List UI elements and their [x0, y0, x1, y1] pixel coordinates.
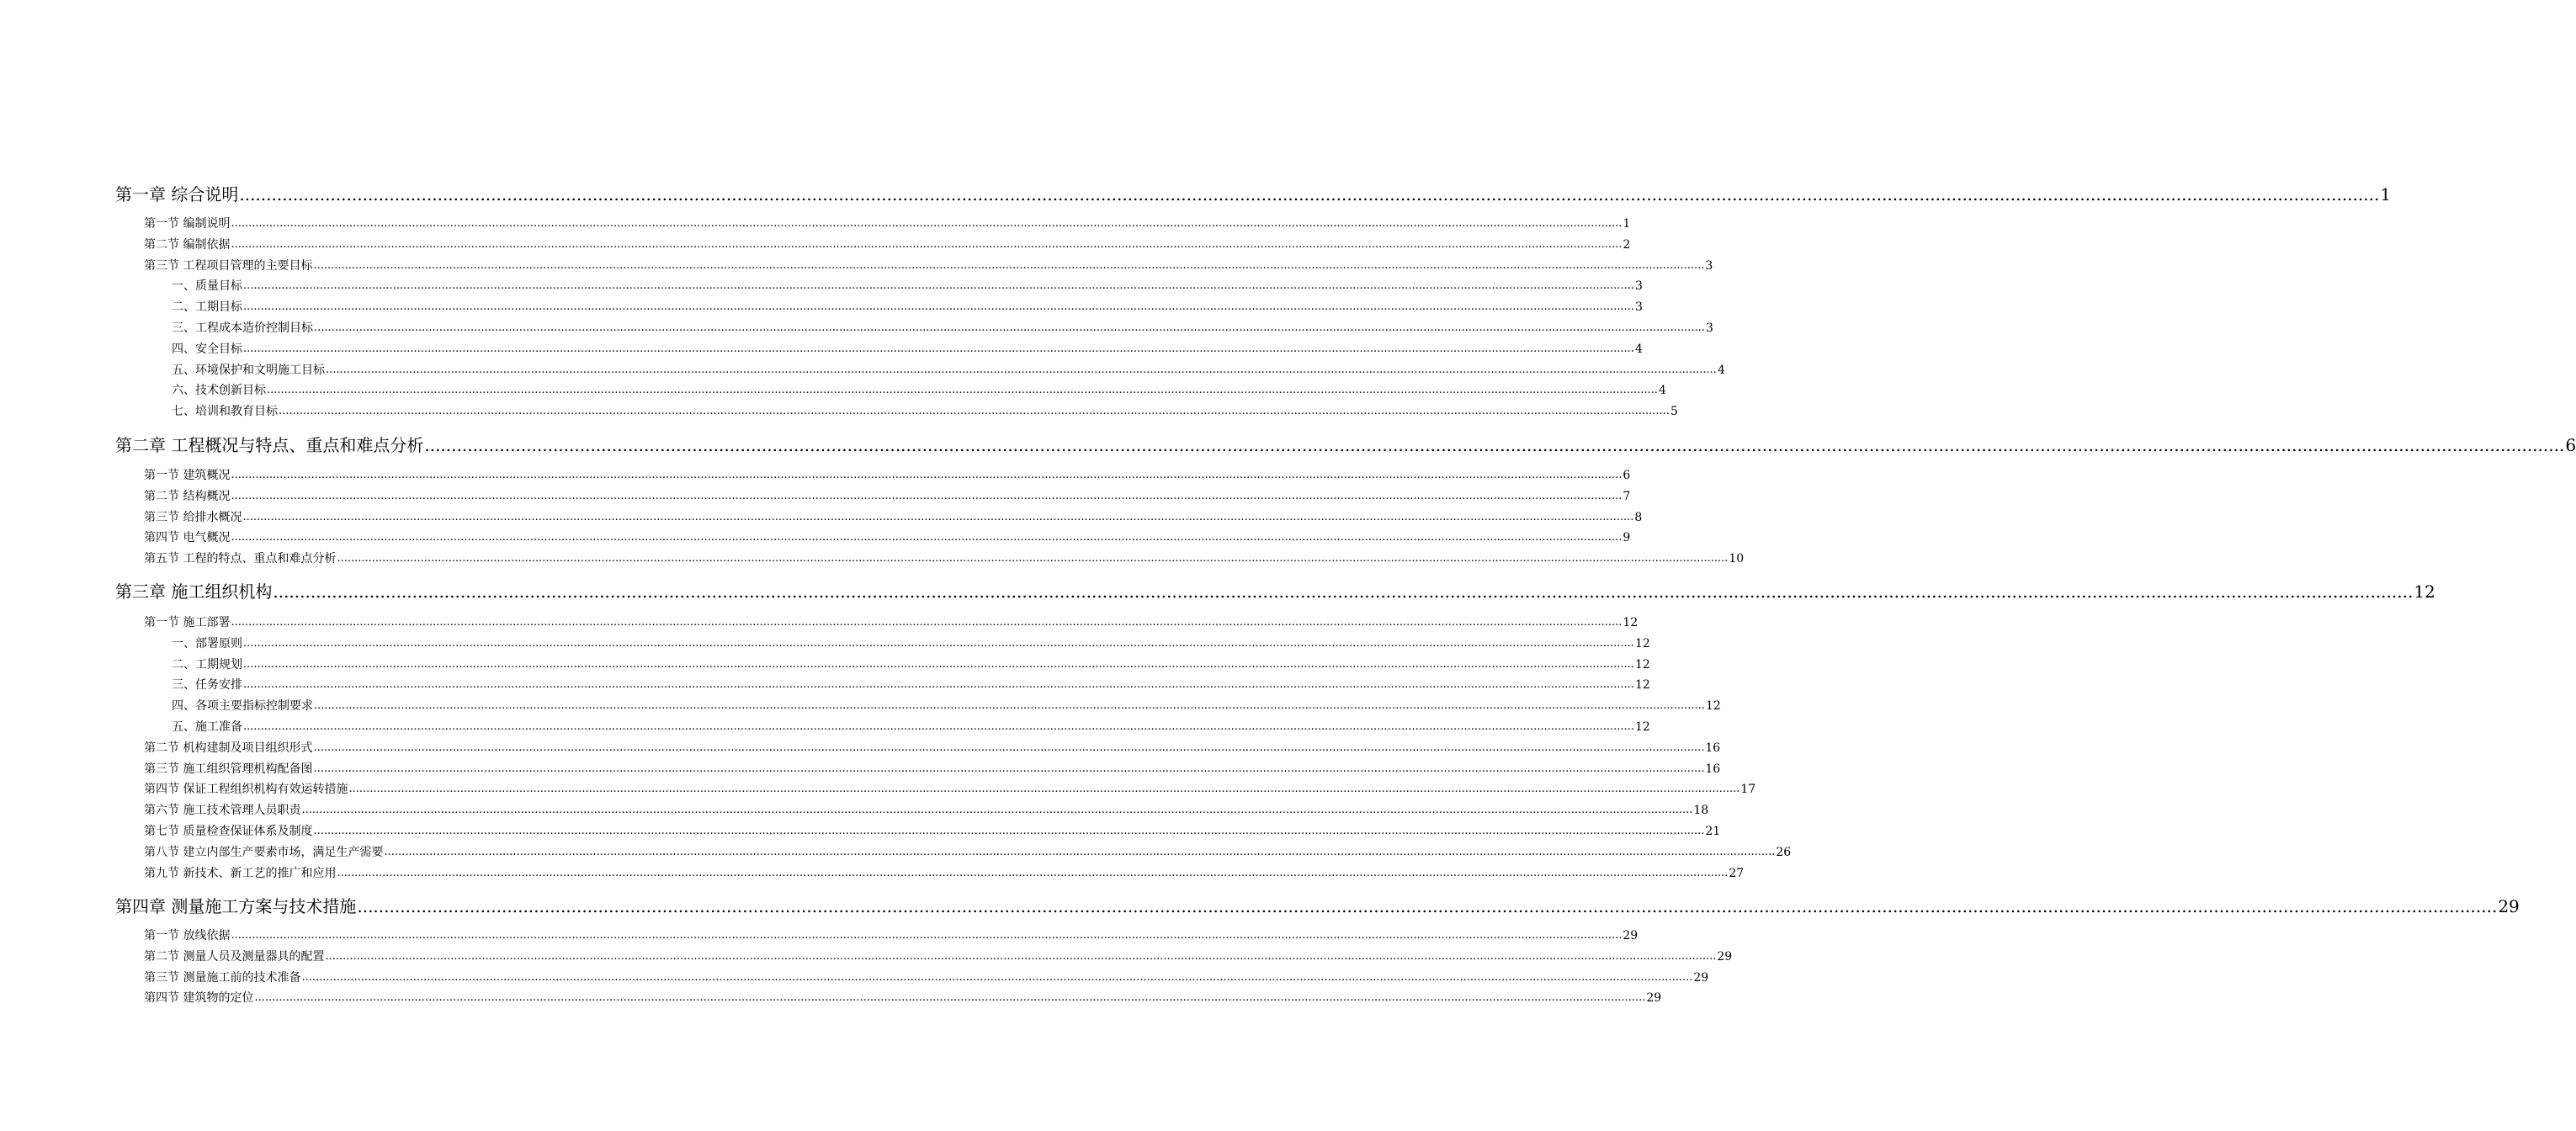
dot-leader: ................................................................................................................................................................................................................................................................................................................................................................................................................	[231, 217, 1623, 230]
toc-subsection[interactable]	[172, 278, 1643, 295]
toc-subsection[interactable]	[172, 719, 1650, 735]
toc-section-title: 第二节 编制依据	[144, 237, 231, 252]
toc-chapter[interactable]	[115, 433, 2576, 457]
toc-subsection[interactable]	[172, 362, 1725, 379]
toc-subsection-title: 二、工期规划	[172, 657, 242, 672]
dot-leader: ................................................................................................................................................................................................................................................................................................................................................................................................................	[313, 258, 1705, 272]
dot-leader: ................................................................................................................................................................................................................................................................................................................................................................................................................	[231, 616, 1623, 629]
toc-section[interactable]	[144, 614, 1639, 631]
toc-section-title: 第四节 保证工程组织机构有效运转措施	[144, 783, 348, 797]
toc-subsection-page-number: 3	[1705, 321, 1713, 335]
toc-section-page-number: 29	[1646, 991, 1662, 1006]
dot-leader: ................................................................................................................................................................................................................................................................................................................................................................................................................	[231, 531, 1623, 544]
toc-subsection-page-number: 12	[1705, 699, 1721, 714]
toc-section-title: 第二节 机构建制及项目组织形式	[144, 741, 313, 755]
toc-section-title: 第九节 新技术、新工艺的推广和应用	[144, 866, 337, 880]
toc-subsection[interactable]	[172, 677, 1650, 693]
toc-section[interactable]	[144, 844, 1792, 861]
toc-section-page-number: 3	[1705, 258, 1713, 273]
toc-section[interactable]	[144, 865, 1745, 882]
toc-subsection[interactable]	[172, 299, 1643, 316]
toc-chapter-page-number: 29	[2498, 896, 2520, 916]
toc-section[interactable]	[144, 740, 1721, 757]
toc-section[interactable]	[144, 529, 1631, 546]
toc-subsection-page-number: 12	[1634, 720, 1650, 734]
toc-section[interactable]	[144, 467, 1631, 484]
toc-section-title: 第八节 建立内部生产要素市场，满足生产需要	[144, 845, 384, 859]
dot-leader: ................................................................................................................................................................................................................................................................................................................................................................................................................	[357, 896, 2498, 916]
toc-section-title: 第三节 施工组织管理机构配备图	[144, 762, 313, 776]
toc-section-page-number: 10	[1729, 552, 1745, 566]
toc-subsection[interactable]	[172, 656, 1650, 673]
toc-subsection-title: 七、培训和教育目标	[172, 405, 278, 419]
dot-leader: ................................................................................................................................................................................................................................................................................................................................................................................................................	[424, 435, 2565, 455]
toc-section[interactable]	[144, 969, 1709, 986]
toc-section-page-number: 2	[1623, 237, 1631, 252]
dot-leader: ................................................................................................................................................................................................................................................................................................................................................................................................................	[279, 405, 1670, 418]
dot-leader: ................................................................................................................................................................................................................................................................................................................................................................................................................	[301, 804, 1693, 817]
toc-section[interactable]	[144, 823, 1721, 840]
dot-leader: ................................................................................................................................................................................................................................................................................................................................................................................................................	[239, 184, 2380, 204]
toc-section[interactable]	[144, 236, 1631, 253]
toc-subsection[interactable]	[172, 635, 1650, 652]
toc-section[interactable]	[144, 927, 1639, 944]
toc-section[interactable]	[144, 488, 1631, 505]
toc-subsection-title: 三、工程成本造价控制目标	[172, 321, 313, 335]
toc-section-page-number: 21	[1705, 825, 1721, 838]
toc-subsection[interactable]	[172, 341, 1643, 358]
toc-chapter-title: 第二章 工程概况与特点、重点和难点分析	[115, 435, 424, 455]
dot-leader: ................................................................................................................................................................................................................................................................................................................................................................................................................	[243, 300, 1634, 314]
toc-subsection-page-number: 5	[1670, 405, 1678, 419]
dot-leader: ................................................................................................................................................................................................................................................................................................................................................................................................................	[242, 510, 1634, 523]
toc-section-page-number: 29	[1693, 970, 1709, 985]
toc-section-page-number: 1	[1623, 217, 1631, 231]
dot-leader: ................................................................................................................................................................................................................................................................................................................................................................................................................	[243, 279, 1634, 293]
toc-subsection-title: 四、安全目标	[172, 342, 242, 356]
dot-leader: ................................................................................................................................................................................................................................................................................................................................................................................................................	[337, 552, 1729, 566]
toc-section[interactable]	[144, 802, 1709, 819]
toc-subsection-title: 一、质量目标	[172, 279, 242, 294]
toc-section-title: 第四节 建筑物的定位	[144, 991, 254, 1006]
dot-leader: ................................................................................................................................................................................................................................................................................................................................................................................................................	[273, 581, 2414, 602]
toc-section-page-number: 17	[1740, 783, 1756, 797]
toc-section-page-number: 8	[1634, 510, 1643, 524]
toc-subsection-page-number: 12	[1634, 636, 1650, 650]
dot-leader: ................................................................................................................................................................................................................................................................................................................................................................................................................	[243, 720, 1634, 733]
dot-leader: ................................................................................................................................................................................................................................................................................................................................................................................................................	[231, 929, 1623, 942]
toc-subsection-title: 一、部署原则	[172, 636, 242, 650]
dot-leader: ................................................................................................................................................................................................................................................................................................................................................................................................................	[231, 237, 1623, 251]
toc-section-title: 第三节 给排水概况	[144, 510, 242, 524]
toc-chapter-title: 第一章 综合说明	[115, 184, 239, 204]
dot-leader: ................................................................................................................................................................................................................................................................................................................................................................................................................	[314, 321, 1705, 334]
toc-subsection-page-number: 4	[1658, 384, 1666, 398]
toc-subsection[interactable]	[172, 382, 1666, 399]
toc-section-page-number: 29	[1717, 949, 1733, 964]
toc-subsection-page-number: 12	[1634, 678, 1650, 693]
toc-section[interactable]	[144, 215, 1631, 232]
toc-section[interactable]	[144, 550, 1745, 567]
dot-leader: ................................................................................................................................................................................................................................................................................................................................................................................................................	[243, 657, 1634, 671]
toc-chapter-title: 第三章 施工组织机构	[115, 581, 273, 602]
dot-leader: ................................................................................................................................................................................................................................................................................................................................................................................................................	[313, 825, 1705, 837]
toc-chapter[interactable]	[115, 183, 2392, 206]
dot-leader: ................................................................................................................................................................................................................................................................................................................................................................................................................	[267, 384, 1658, 397]
dot-leader: ................................................................................................................................................................................................................................................................................................................................................................................................................	[243, 342, 1634, 355]
toc-section-title: 第一节 编制说明	[144, 217, 231, 231]
toc-section-title: 第七节 质量检查保证体系及制度	[144, 825, 313, 838]
toc-chapter[interactable]	[115, 580, 2435, 603]
toc-section-page-number: 9	[1623, 531, 1631, 545]
toc-section-title: 第一节 建筑概况	[144, 469, 231, 482]
dot-leader: ................................................................................................................................................................................................................................................................................................................................................................................................................	[243, 636, 1634, 650]
toc-chapter-title: 第四章 测量施工方案与技术措施	[115, 896, 357, 916]
toc-section-title: 第六节 施工技术管理人员职责	[144, 804, 301, 818]
dot-leader: ................................................................................................................................................................................................................................................................................................................................................................................................................	[301, 970, 1693, 984]
toc-subsection-title: 五、施工准备	[172, 720, 242, 734]
toc-section-page-number: 6	[1623, 469, 1631, 482]
toc-section[interactable]	[144, 990, 1662, 1006]
toc-section-title: 第三节 测量施工前的技术准备	[144, 970, 301, 985]
toc-section[interactable]	[144, 258, 1713, 274]
toc-subsection-page-number: 4	[1634, 342, 1643, 356]
dot-leader: ................................................................................................................................................................................................................................................................................................................................................................................................................	[326, 363, 1717, 376]
toc-chapter-page-number: 12	[2414, 581, 2435, 602]
toc-section[interactable]	[144, 509, 1643, 526]
toc-subsection-page-number: 4	[1717, 363, 1725, 377]
toc-subsection-title: 五、环境保护和文明施工目标	[172, 363, 325, 377]
toc-chapter[interactable]	[115, 895, 2520, 918]
toc-section-title: 第一节 施工部署	[144, 616, 231, 629]
toc-section-title: 第一节 放线依据	[144, 929, 231, 942]
dot-leader: ................................................................................................................................................................................................................................................................................................................................................................................................................	[243, 678, 1634, 692]
toc-subsection-title: 三、任务安排	[172, 678, 242, 693]
dot-leader: ................................................................................................................................................................................................................................................................................................................................................................................................................	[337, 866, 1729, 879]
toc-subsection-page-number: 3	[1634, 279, 1643, 294]
toc-section-page-number: 16	[1705, 762, 1721, 776]
toc-section-title: 第三节 工程项目管理的主要目标	[144, 258, 313, 273]
dot-leader: ................................................................................................................................................................................................................................................................................................................................................................................................................	[313, 762, 1705, 775]
toc-section[interactable]	[144, 781, 1756, 798]
toc-section-title: 第四节 电气概况	[144, 531, 231, 545]
toc-chapter-page-number: 6	[2565, 435, 2576, 455]
toc-subsection-page-number: 12	[1634, 657, 1650, 672]
toc-section[interactable]	[144, 761, 1721, 778]
toc-section-page-number: 27	[1729, 866, 1745, 880]
toc-subsection[interactable]	[172, 698, 1721, 714]
toc-section-title: 第五节 工程的特点、重点和难点分析	[144, 552, 337, 566]
toc-section-title: 第二节 结构概况	[144, 489, 231, 503]
toc-section-page-number: 29	[1623, 929, 1639, 942]
dot-leader: ................................................................................................................................................................................................................................................................................................................................................................................................................	[254, 991, 1646, 1005]
toc-section[interactable]	[144, 948, 1733, 965]
toc-subsection[interactable]	[172, 320, 1713, 337]
toc-section-title: 第二节 测量人员及测量器具的配置	[144, 949, 325, 964]
toc-chapter-page-number: 1	[2380, 184, 2392, 204]
dot-leader: ................................................................................................................................................................................................................................................................................................................................................................................................................	[231, 469, 1623, 481]
toc-subsection-title: 四、各项主要指标控制要求	[172, 699, 313, 714]
dot-leader: ................................................................................................................................................................................................................................................................................................................................................................................................................	[325, 949, 1717, 963]
dot-leader: ................................................................................................................................................................................................................................................................................................................................................................................................................	[231, 489, 1623, 502]
dot-leader: ................................................................................................................................................................................................................................................................................................................................................................................................................	[314, 699, 1705, 713]
dot-leader: ................................................................................................................................................................................................................................................................................................................................................................................................................	[313, 741, 1705, 754]
toc-section-page-number: 26	[1776, 845, 1792, 859]
toc-section-page-number: 12	[1623, 616, 1639, 629]
toc-subsection-title: 六、技术创新目标	[172, 384, 266, 398]
toc-section-page-number: 18	[1693, 804, 1709, 818]
toc-subsection-page-number: 3	[1634, 300, 1643, 315]
dot-leader: ................................................................................................................................................................................................................................................................................................................................................................................................................	[384, 845, 1776, 858]
toc-section-page-number: 7	[1623, 489, 1631, 503]
dot-leader: ................................................................................................................................................................................................................................................................................................................................................................................................................	[348, 783, 1740, 796]
toc-subsection[interactable]	[172, 403, 1678, 420]
toc-section-page-number: 16	[1705, 741, 1721, 755]
toc-subsection-title: 二、工期目标	[172, 300, 242, 315]
